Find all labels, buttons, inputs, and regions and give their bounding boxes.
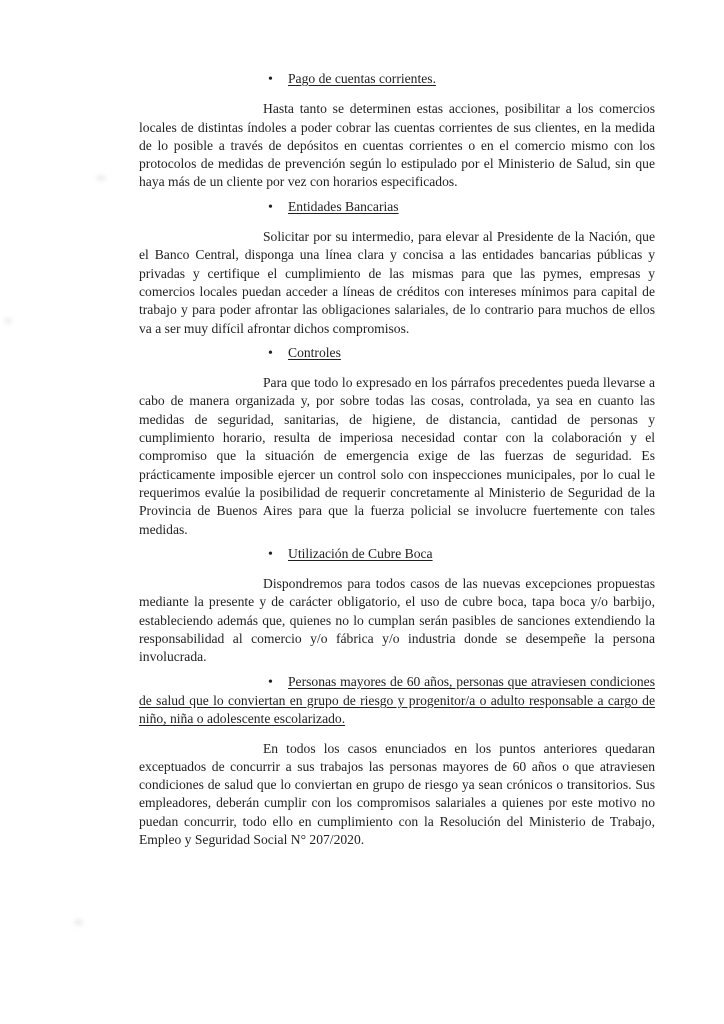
bullet-icon: • <box>268 345 273 361</box>
document-content <box>139 70 655 849</box>
section-pago-de-cuentas-corrientes <box>139 70 655 192</box>
body-paragraph: Dispondremos para todos casos de las nuevas excepciones propuestas mediante la presente y de carácter obligatorio, el uso de cubre boca, tapa boca y/o barbijo, estableciendo además que, quienes no lo cumplan serán pasibles de sanciones extendiendo la responsabilidad al comercio y/o fábrica y/o industria donde se desempeñe la persona involucrada. <box>139 576 655 665</box>
bullet-heading <box>139 673 655 729</box>
heading-text: Pago de cuentas corrientes. <box>288 71 436 86</box>
bullet-heading <box>139 545 655 564</box>
bullet-icon: • <box>268 199 273 215</box>
heading-text: Entidades Bancarias <box>288 198 399 214</box>
bullet-icon: • <box>268 72 273 87</box>
body-paragraph: Hasta tanto se determinen estas acciones, posibilitar a los comercios locales de distintas índoles a poder cobrar las cuentas corrientes de sus clientes, en la medida de lo posible a través de depósitos en cuentas corrientes o en el comercio mismo con los protocolos de medidas de prevención según lo estipulado por el Ministerio de Salud, sin que haya más de un cliente por vez con horarios especificados. <box>139 101 655 190</box>
scan-artifact <box>96 175 106 181</box>
scan-artifact <box>74 919 83 926</box>
body-paragraph: Solicitar por su intermedio, para elevar al Presidente de la Nación, que el Banco Central, disponga una línea clara y concisa a las entidades bancarias públicas y privadas y certifique el cumplimiento de las mismas para que las pymes, empresas y comercios locales puedan acceder a líneas de créditos con intereses mínimos para capital de trabajo y para poder afrontar las obligaciones salariales, de lo contrario para muchos de ellos va a ser muy difícil afrontar dichos compromisos. <box>139 229 655 336</box>
bullet-icon: • <box>268 546 273 562</box>
body-paragraph: En todos los casos enunciados en los puntos anteriores quedaran exceptuados de concurrir a sus trabajos las personas mayores de 60 años o que atraviesen condiciones de salud que lo conviertan en grupo de riesgo ya sean crónicos o transitorios. Sus empleadores, deberán cumplir con los compromisos salariales a quienes por este motivo no puedan concurrir, todo ello en cumplimiento con la Resolución del Ministerio de Trabajo, Empleo y Seguridad Social N° 207/2020. <box>139 740 655 847</box>
bullet-heading <box>139 198 655 217</box>
body-paragraph: Para que todo lo expresado en los párrafos precedentes pueda llevarse a cabo de manera organizada y, por sobre todas las cosas, controlada, ya sea en cuanto las medidas de seguridad, sanitarias, de higiene, de distancia, cantidad de personas y cumplimiento horario, resulta de imperiosa necesidad contar con la colaboración y el compromiso que la situación de emergencia exige de las fuerzas de seguridad. Es prácticamente imposible ejercer un control solo con inspecciones municipales, por lo cual le requerimos evalúe la posibilidad de requerir concretamente al Ministerio de Seguridad de la Provincia de Buenos Aires para que la fuerza policial se involucre fuertemente con tales medidas. <box>139 375 655 537</box>
section-utilizacion-de-cubre-boca <box>139 545 655 667</box>
heading-text: Utilización de Cubre Boca <box>288 545 433 561</box>
bullet-icon: • <box>268 674 273 690</box>
section-controles <box>139 344 655 539</box>
heading-text: Personas mayores de 60 años, personas que atraviesen condiciones de salud que lo conviertan en grupo de riesgo y progenitor/a o adulto responsable a cargo de niño, niña o adolescente escolarizado. <box>139 673 655 727</box>
heading-text: Controles <box>288 344 341 360</box>
bullet-heading <box>139 344 655 363</box>
bullet-heading <box>139 70 655 89</box>
section-personas-mayores-60 <box>139 673 655 850</box>
section-entidades-bancarias <box>139 198 655 338</box>
scan-artifact <box>4 318 12 324</box>
